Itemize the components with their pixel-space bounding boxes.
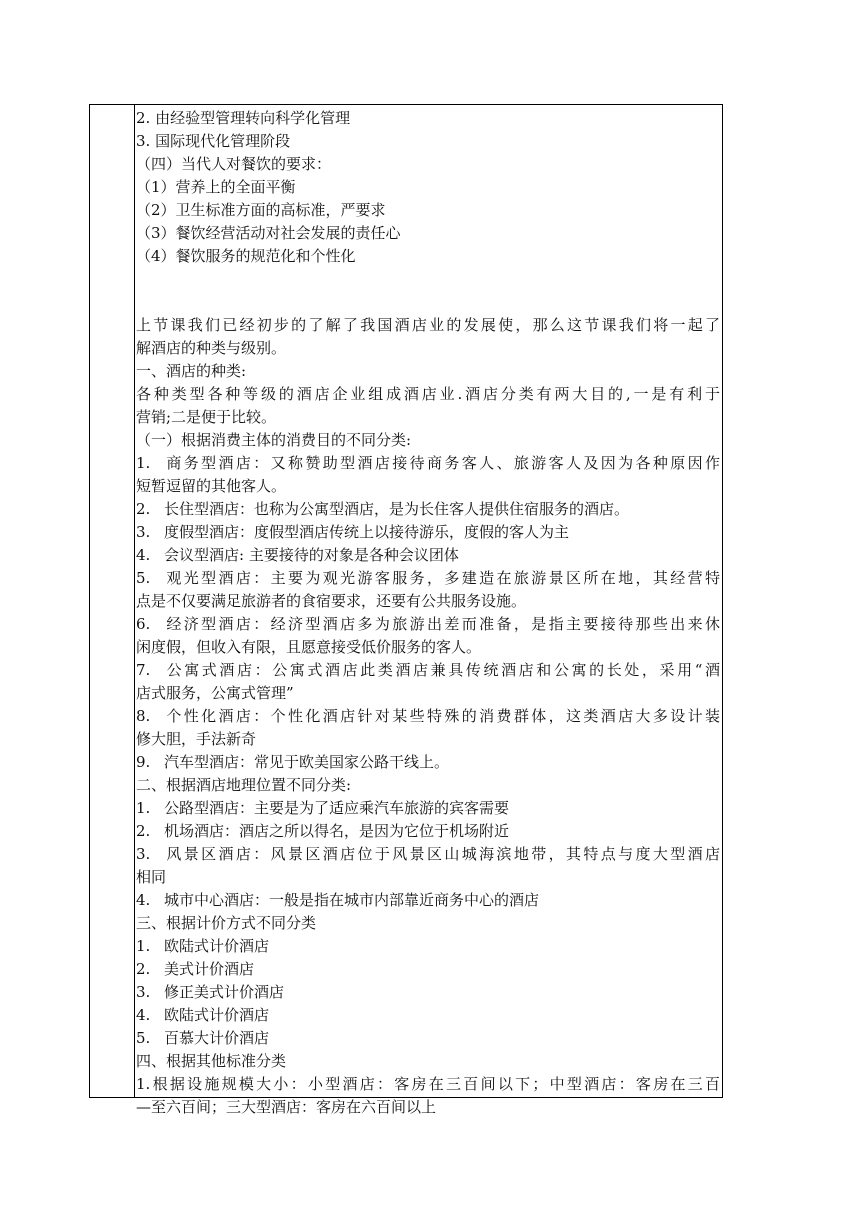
text-line [136, 107, 720, 130]
list-number: 4. [136, 546, 151, 564]
line-text: 美式计价酒店 [164, 960, 255, 978]
document-table [89, 104, 723, 1116]
text-line [136, 314, 720, 337]
text-line [136, 521, 720, 544]
list-number: 5. [136, 1029, 151, 1047]
text-line [136, 935, 720, 958]
list-number: 8. [136, 707, 151, 725]
text-line [136, 360, 720, 383]
list-number: 2. [136, 500, 151, 518]
line-text: （3）餐饮经营活动对社会发展的责任心 [136, 224, 401, 242]
list-number: 5. [136, 569, 151, 587]
text-line [136, 682, 720, 705]
text-line [136, 981, 720, 1004]
content-cell [136, 107, 720, 1119]
line-text: 一、酒店的种类: [136, 362, 247, 380]
text-line [136, 912, 720, 935]
line-text: 经济型酒店：经济型酒店多为旅游出差而准备，是指主要接待那些出来休 [164, 615, 720, 633]
list-number: 3. [136, 983, 151, 1001]
text-line [136, 797, 720, 820]
text-line [136, 958, 720, 981]
text-line [136, 1004, 720, 1027]
line-text: 观光型酒店：主要为观光游客服务，多建造在旅游景区所在地，其经营特 [164, 569, 720, 587]
list-number: 4. [136, 1006, 151, 1024]
text-line [136, 291, 720, 314]
line-text: 二、根据酒店地理位置不同分类: [136, 776, 352, 794]
text-line [136, 889, 720, 912]
text-line [136, 176, 720, 199]
text-line [136, 245, 720, 268]
line-text: 欧陆式计价酒店 [164, 937, 270, 955]
line-text: 营销;二是便于比较。 [136, 408, 277, 426]
line-text: 机场酒店：酒店之所以得名，是因为它位于机场附近 [164, 822, 510, 840]
list-number: 2. [136, 822, 151, 840]
line-text: 度假型酒店：度假型酒店传统上以接待游乐，度假的客人为主 [164, 523, 570, 541]
list-number: 1. [136, 799, 151, 817]
line-text: （一）根据消费主体的消费目的不同分类: [136, 431, 412, 449]
text-line [136, 406, 720, 429]
text-line [136, 429, 720, 452]
text-line [136, 222, 720, 245]
line-text: 修正美式计价酒店 [164, 983, 285, 1001]
list-number: 6. [136, 615, 151, 633]
list-number: 3. [136, 845, 151, 863]
text-line [136, 659, 720, 682]
line-text: —至六百间；三大型酒店：客房在六百间以上 [136, 1098, 437, 1116]
line-text: （四）当代人对餐饮的要求： [136, 155, 332, 173]
text-line [136, 337, 720, 360]
text-line [136, 199, 720, 222]
line-text: （4）餐饮服务的规范化和个性化 [136, 247, 356, 265]
line-text: 长住型酒店：也称为公寓型酒店，是为长住客人提供住宿服务的酒店。 [164, 500, 630, 518]
line-text: 欧陆式计价酒店 [164, 1006, 270, 1024]
line-text: 2. 由经验型管理转向科学化管理 [136, 109, 351, 127]
line-text: 四、根据其他标准分类 [136, 1052, 287, 1070]
text-line [136, 383, 720, 406]
text-line [136, 705, 720, 728]
line-text: 公路型酒店：主要是为了适应乘汽车旅游的宾客需要 [164, 799, 510, 817]
text-line [136, 1050, 720, 1073]
text-line [136, 866, 720, 889]
line-text: （1）营养上的全面平衡 [136, 178, 296, 196]
list-number: 2. [136, 960, 151, 978]
line-text: 三、根据计价方式不同分类 [136, 914, 317, 932]
line-text: 短暂逗留的其他客人。 [136, 477, 287, 495]
line-text: 3. 国际现代化管理阶段 [136, 132, 291, 150]
list-number: 7. [136, 661, 151, 679]
text-line [136, 774, 720, 797]
column-divider [134, 105, 135, 1097]
list-number: 9. [136, 753, 151, 771]
line-text: 店式服务，公寓式管理” [136, 684, 294, 702]
line-text: 上节课我们已经初步的了解了我国酒店业的发展使，那么这节课我们将一起了 [136, 316, 720, 334]
line-text: 相同 [136, 868, 167, 886]
line-text: 商务型酒店：又称赞助型酒店接待商务客人、旅游客人及因为各种原因作 [164, 454, 720, 472]
list-number: 3. [136, 523, 151, 541]
line-text: 会议型酒店: 主要接待的对象是各种会议团体 [164, 546, 459, 564]
line-text: 城市中心酒店：一般是指在城市内部靠近商务中心的酒店 [164, 891, 540, 909]
text-line [136, 590, 720, 613]
line-text: 汽车型酒店：常见于欧美国家公路干线上。 [164, 753, 450, 771]
text-line [136, 751, 720, 774]
text-line [136, 130, 720, 153]
line-text: 百慕大计价酒店 [164, 1029, 270, 1047]
text-line [136, 153, 720, 176]
line-text: 修大胆，手法新奇 [136, 730, 257, 748]
text-line [136, 1073, 720, 1096]
list-number: 4. [136, 891, 151, 909]
text-line [136, 268, 720, 291]
line-text: 各种类型各种等级的酒店企业组成酒店业.酒店分类有两大目的,一是有利于 [136, 385, 720, 403]
text-line [136, 820, 720, 843]
list-number: 1. [136, 454, 151, 472]
text-line [136, 567, 720, 590]
list-number: 1. [136, 937, 151, 955]
line-text: 点是不仅要满足旅游者的食宿要求，还要有公共服务设施。 [136, 592, 527, 610]
text-line [136, 843, 720, 866]
text-line [136, 1096, 720, 1119]
text-line [136, 475, 720, 498]
text-line [136, 728, 720, 751]
line-text: 闲度假，但收入有限，且愿意接受低价服务的客人。 [136, 638, 482, 656]
text-line [136, 544, 720, 567]
line-text: 公寓式酒店：公寓式酒店此类酒店兼具传统酒店和公寓的长处，采用“酒 [164, 661, 720, 679]
text-line [136, 613, 720, 636]
text-line [136, 452, 720, 475]
line-text: 解酒店的种类与级别。 [136, 339, 287, 357]
text-line [136, 636, 720, 659]
line-text: 个性化酒店：个性化酒店针对某些特殊的消费群体，这类酒店大多设计装 [164, 707, 720, 725]
line-text: （2）卫生标准方面的高标准，严要求 [136, 201, 386, 219]
line-text: 风景区酒店：风景区酒店位于风景区山城海滨地带，其特点与度大型酒店 [164, 845, 720, 863]
text-line [136, 1027, 720, 1050]
text-line [136, 498, 720, 521]
line-text: 1.根据设施规模大小：小型酒店：客房在三百间以下；中型酒店：客房在三百 [136, 1075, 720, 1093]
